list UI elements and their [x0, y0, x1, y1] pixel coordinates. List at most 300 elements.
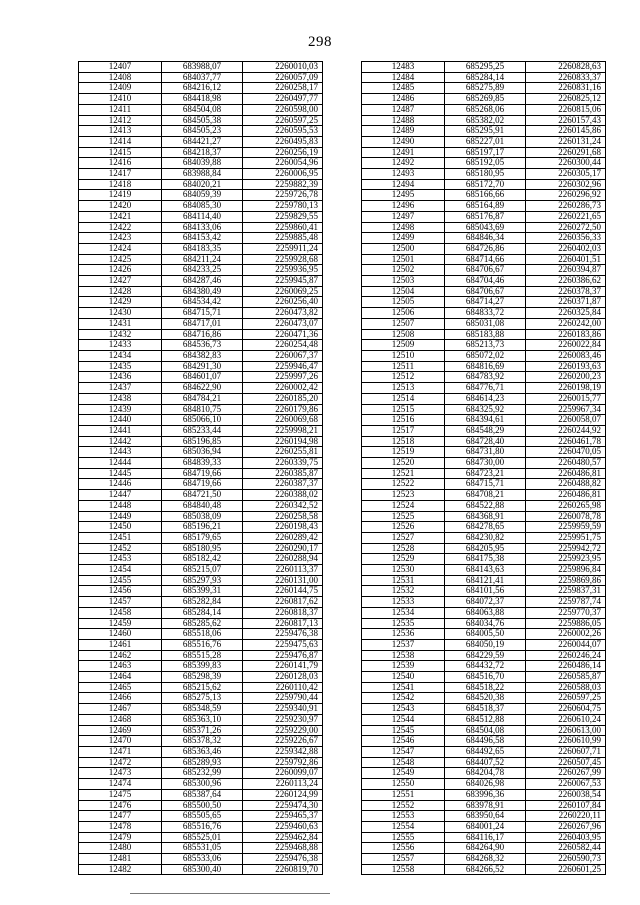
x-coordinate-cell: 684723,21: [445, 468, 526, 479]
table-row: [362, 104, 606, 115]
y-coordinate-cell: 2260265,98: [526, 500, 606, 511]
y-coordinate-cell: 2259476,38: [243, 854, 323, 865]
x-coordinate-cell: 685268,06: [445, 104, 526, 115]
y-coordinate-cell: 2259792,86: [243, 757, 323, 768]
point-number-cell: 12511: [362, 361, 445, 372]
y-coordinate-cell: 2259460,63: [243, 821, 323, 832]
point-number-cell: 12505: [362, 297, 445, 308]
y-coordinate-cell: 2260378,37: [526, 286, 606, 297]
x-coordinate-cell: 684121,41: [445, 575, 526, 586]
table-row: [79, 554, 323, 565]
table-row: [362, 789, 606, 800]
point-number-cell: 12487: [362, 104, 445, 115]
x-coordinate-cell: 684291,30: [162, 361, 243, 372]
table-row: [362, 532, 606, 543]
point-number-cell: 12530: [362, 565, 445, 576]
table-row: [362, 126, 606, 137]
point-number-cell: 12434: [79, 350, 162, 361]
point-number-cell: 12486: [362, 94, 445, 105]
point-number-cell: 12427: [79, 276, 162, 287]
y-coordinate-cell: 2259790,44: [243, 693, 323, 704]
point-number-cell: 12555: [362, 832, 445, 843]
point-number-cell: 12480: [79, 843, 162, 854]
point-number-cell: 12483: [362, 62, 445, 73]
table-row: [79, 361, 323, 372]
table-row: [362, 650, 606, 661]
y-coordinate-cell: 2260010,03: [243, 62, 323, 73]
table-row: [79, 243, 323, 254]
table-row: [79, 522, 323, 533]
y-coordinate-cell: 2260833,37: [526, 72, 606, 83]
x-coordinate-cell: 685284,14: [445, 72, 526, 83]
y-coordinate-cell: 2260246,24: [526, 650, 606, 661]
y-coordinate-cell: 2260610,24: [526, 714, 606, 725]
point-number-cell: 12547: [362, 747, 445, 758]
table-row: [79, 854, 323, 865]
table-row: [362, 62, 606, 73]
y-coordinate-cell: 2260385,87: [243, 468, 323, 479]
x-coordinate-cell: 684020,21: [162, 179, 243, 190]
table-row: [79, 500, 323, 511]
x-coordinate-cell: 685227,01: [445, 136, 526, 147]
y-coordinate-cell: 2260604,75: [526, 704, 606, 715]
point-number-cell: 12469: [79, 725, 162, 736]
y-coordinate-cell: 2260302,96: [526, 179, 606, 190]
point-number-cell: 12410: [79, 94, 162, 105]
x-coordinate-cell: 685284,14: [162, 607, 243, 618]
x-coordinate-cell: 684268,32: [445, 854, 526, 865]
y-coordinate-cell: 2260486,81: [526, 468, 606, 479]
table-row: [79, 575, 323, 586]
point-number-cell: 12451: [79, 532, 162, 543]
point-number-cell: 12454: [79, 565, 162, 576]
table-row: [79, 543, 323, 554]
table-row: [362, 372, 606, 383]
y-coordinate-cell: 2259770,37: [526, 607, 606, 618]
table-row: [79, 393, 323, 404]
x-coordinate-cell: 685282,84: [162, 597, 243, 608]
y-coordinate-cell: 2260069,68: [243, 415, 323, 426]
y-coordinate-cell: 2260588,03: [526, 682, 606, 693]
y-coordinate-cell: 2260387,37: [243, 479, 323, 490]
x-coordinate-cell: 684153,42: [162, 233, 243, 244]
y-coordinate-cell: 2260078,78: [526, 511, 606, 522]
y-coordinate-cell: 2260590,73: [526, 854, 606, 865]
table-row: [79, 811, 323, 822]
y-coordinate-cell: 2260099,07: [243, 768, 323, 779]
point-number-cell: 12433: [79, 340, 162, 351]
coordinates-table-left: [78, 61, 323, 875]
point-number-cell: 12519: [362, 447, 445, 458]
x-coordinate-cell: 684520,38: [445, 693, 526, 704]
x-coordinate-cell: 684085,30: [162, 201, 243, 212]
point-number-cell: 12429: [79, 297, 162, 308]
y-coordinate-cell: 2259882,39: [243, 179, 323, 190]
table-row: [79, 329, 323, 340]
y-coordinate-cell: 2260110,42: [243, 682, 323, 693]
point-number-cell: 12456: [79, 586, 162, 597]
y-coordinate-cell: 2260185,20: [243, 393, 323, 404]
point-number-cell: 12500: [362, 243, 445, 254]
x-coordinate-cell: 684784,21: [162, 393, 243, 404]
point-number-cell: 12518: [362, 436, 445, 447]
table-row: [79, 147, 323, 158]
y-coordinate-cell: 2260145,86: [526, 126, 606, 137]
y-coordinate-cell: 2260067,37: [243, 350, 323, 361]
y-coordinate-cell: 2259911,24: [243, 243, 323, 254]
x-coordinate-cell: 684716,86: [162, 329, 243, 340]
point-number-cell: 12438: [79, 393, 162, 404]
point-number-cell: 12548: [362, 757, 445, 768]
point-number-cell: 12491: [362, 147, 445, 158]
x-coordinate-cell: 685518,06: [162, 629, 243, 640]
x-coordinate-cell: 684287,46: [162, 276, 243, 287]
table-row: [362, 350, 606, 361]
point-number-cell: 12553: [362, 811, 445, 822]
y-coordinate-cell: 2260582,44: [526, 843, 606, 854]
x-coordinate-cell: 684719,66: [162, 468, 243, 479]
point-number-cell: 12457: [79, 597, 162, 608]
point-number-cell: 12531: [362, 575, 445, 586]
y-coordinate-cell: 2260394,87: [526, 265, 606, 276]
table-row: [79, 704, 323, 715]
x-coordinate-cell: 684063,88: [445, 607, 526, 618]
point-number-cell: 12557: [362, 854, 445, 865]
table-row: [362, 511, 606, 522]
x-coordinate-cell: 684175,38: [445, 554, 526, 565]
point-number-cell: 12450: [79, 522, 162, 533]
y-coordinate-cell: 2260183,86: [526, 329, 606, 340]
point-number-cell: 12532: [362, 586, 445, 597]
table-row: [362, 340, 606, 351]
x-coordinate-cell: 685515,28: [162, 650, 243, 661]
point-number-cell: 12436: [79, 372, 162, 383]
point-number-cell: 12516: [362, 415, 445, 426]
x-coordinate-cell: 684504,08: [445, 725, 526, 736]
y-coordinate-cell: 2260220,11: [526, 811, 606, 822]
y-coordinate-cell: 2260598,00: [243, 104, 323, 115]
x-coordinate-cell: 684731,80: [445, 447, 526, 458]
table-row: [79, 768, 323, 779]
x-coordinate-cell: 685275,89: [445, 83, 526, 94]
table-row: [79, 297, 323, 308]
point-number-cell: 12472: [79, 757, 162, 768]
y-coordinate-cell: 2259780,13: [243, 201, 323, 212]
x-coordinate-cell: 684622,90: [162, 383, 243, 394]
point-number-cell: 12508: [362, 329, 445, 340]
point-number-cell: 12551: [362, 789, 445, 800]
x-coordinate-cell: 684380,49: [162, 286, 243, 297]
point-number-cell: 12501: [362, 254, 445, 265]
x-coordinate-cell: 684839,33: [162, 458, 243, 469]
x-coordinate-cell: 684536,73: [162, 340, 243, 351]
point-number-cell: 12549: [362, 768, 445, 779]
table-row: [362, 714, 606, 725]
y-coordinate-cell: 2260258,17: [243, 83, 323, 94]
table-row: [362, 276, 606, 287]
x-coordinate-cell: 684816,69: [445, 361, 526, 372]
table-row: [79, 779, 323, 790]
x-coordinate-cell: 684518,37: [445, 704, 526, 715]
x-coordinate-cell: 684522,88: [445, 500, 526, 511]
point-number-cell: 12439: [79, 404, 162, 415]
x-coordinate-cell: 685164,89: [445, 201, 526, 212]
table-row: [362, 190, 606, 201]
point-number-cell: 12442: [79, 436, 162, 447]
point-number-cell: 12498: [362, 222, 445, 233]
y-coordinate-cell: 2260131,00: [243, 575, 323, 586]
table-row: [79, 682, 323, 693]
y-coordinate-cell: 2260291,68: [526, 147, 606, 158]
point-number-cell: 12477: [79, 811, 162, 822]
x-coordinate-cell: 684432,72: [445, 661, 526, 672]
y-coordinate-cell: 2260471,36: [243, 329, 323, 340]
table-row: [79, 479, 323, 490]
point-number-cell: 12539: [362, 661, 445, 672]
point-number-cell: 12467: [79, 704, 162, 715]
table-row: [362, 554, 606, 565]
table-row: [79, 179, 323, 190]
y-coordinate-cell: 2259967,34: [526, 404, 606, 415]
table-row: [362, 543, 606, 554]
table-row: [362, 72, 606, 83]
table-row: [79, 864, 323, 875]
x-coordinate-cell: 684205,95: [445, 543, 526, 554]
y-coordinate-cell: 2259942,72: [526, 543, 606, 554]
x-coordinate-cell: 684504,08: [162, 104, 243, 115]
table-row: [79, 286, 323, 297]
table-row: [79, 233, 323, 244]
x-coordinate-cell: 684039,88: [162, 158, 243, 169]
x-coordinate-cell: 684505,23: [162, 126, 243, 137]
y-coordinate-cell: 2260242,00: [526, 318, 606, 329]
table-row: [362, 447, 606, 458]
x-coordinate-cell: 685378,32: [162, 736, 243, 747]
coordinates-table-right: [361, 61, 606, 875]
table-row: [79, 350, 323, 361]
x-coordinate-cell: 685382,02: [445, 115, 526, 126]
point-number-cell: 12441: [79, 425, 162, 436]
point-number-cell: 12462: [79, 650, 162, 661]
y-coordinate-cell: 2259997,26: [243, 372, 323, 383]
table-row: [362, 490, 606, 501]
y-coordinate-cell: 2259928,68: [243, 254, 323, 265]
point-number-cell: 12499: [362, 233, 445, 244]
x-coordinate-cell: 683988,07: [162, 62, 243, 73]
y-coordinate-cell: 2260044,07: [526, 639, 606, 650]
table-row: [79, 714, 323, 725]
x-coordinate-cell: 685176,87: [445, 211, 526, 222]
x-coordinate-cell: 684708,21: [445, 490, 526, 501]
y-coordinate-cell: 2259476,87: [243, 650, 323, 661]
table-row: [79, 94, 323, 105]
point-number-cell: 12443: [79, 447, 162, 458]
table-row: [79, 757, 323, 768]
y-coordinate-cell: 2260825,12: [526, 94, 606, 105]
y-coordinate-cell: 2260258,58: [243, 511, 323, 522]
point-number-cell: 12463: [79, 661, 162, 672]
table-row: [362, 308, 606, 319]
table-row: [79, 276, 323, 287]
table-row: [362, 629, 606, 640]
point-number-cell: 12495: [362, 190, 445, 201]
point-number-cell: 12437: [79, 383, 162, 394]
point-number-cell: 12542: [362, 693, 445, 704]
table-row: [362, 297, 606, 308]
table-row: [79, 436, 323, 447]
point-number-cell: 12540: [362, 672, 445, 683]
x-coordinate-cell: 685215,62: [162, 682, 243, 693]
table-row: [362, 233, 606, 244]
x-coordinate-cell: 684133,06: [162, 222, 243, 233]
point-number-cell: 12490: [362, 136, 445, 147]
x-coordinate-cell: 685215,07: [162, 565, 243, 576]
x-coordinate-cell: 684026,98: [445, 779, 526, 790]
table-row: [79, 532, 323, 543]
table-row: [362, 404, 606, 415]
table-row: [79, 126, 323, 137]
x-coordinate-cell: 684840,48: [162, 500, 243, 511]
x-coordinate-cell: 685180,95: [162, 543, 243, 554]
x-coordinate-cell: 684230,82: [445, 532, 526, 543]
point-number-cell: 12473: [79, 768, 162, 779]
x-coordinate-cell: 684394,61: [445, 415, 526, 426]
y-coordinate-cell: 2260267,96: [526, 821, 606, 832]
y-coordinate-cell: 2260255,81: [243, 447, 323, 458]
point-number-cell: 12556: [362, 843, 445, 854]
y-coordinate-cell: 2260815,06: [526, 104, 606, 115]
x-coordinate-cell: 685166,66: [445, 190, 526, 201]
x-coordinate-cell: 685196,85: [162, 436, 243, 447]
y-coordinate-cell: 2259869,86: [526, 575, 606, 586]
point-number-cell: 12468: [79, 714, 162, 725]
y-coordinate-cell: 2260817,62: [243, 597, 323, 608]
table-row: [79, 725, 323, 736]
table-row: [79, 458, 323, 469]
point-number-cell: 12528: [362, 543, 445, 554]
y-coordinate-cell: 2260198,43: [243, 522, 323, 533]
point-number-cell: 12422: [79, 222, 162, 233]
table-row: [79, 383, 323, 394]
y-coordinate-cell: 2260403,95: [526, 832, 606, 843]
y-coordinate-cell: 2260131,24: [526, 136, 606, 147]
y-coordinate-cell: 2260325,84: [526, 308, 606, 319]
table-row: [362, 768, 606, 779]
x-coordinate-cell: 685172,70: [445, 179, 526, 190]
x-coordinate-cell: 685387,64: [162, 789, 243, 800]
y-coordinate-cell: 2260486,14: [526, 661, 606, 672]
table-row: [362, 854, 606, 865]
point-number-cell: 12478: [79, 821, 162, 832]
table-row: [79, 832, 323, 843]
table-row: [79, 650, 323, 661]
table-row: [79, 136, 323, 147]
table-row: [362, 618, 606, 629]
table-row: [362, 779, 606, 790]
table-row: [79, 565, 323, 576]
table-row: [362, 383, 606, 394]
point-number-cell: 12455: [79, 575, 162, 586]
x-coordinate-cell: 684072,37: [445, 597, 526, 608]
table-row: [362, 436, 606, 447]
x-coordinate-cell: 685182,42: [162, 554, 243, 565]
table-row: [362, 158, 606, 169]
table-row: [362, 265, 606, 276]
point-number-cell: 12493: [362, 169, 445, 180]
y-coordinate-cell: 2260818,37: [243, 607, 323, 618]
point-number-cell: 12407: [79, 62, 162, 73]
table-row: [79, 821, 323, 832]
y-coordinate-cell: 2260244,92: [526, 425, 606, 436]
y-coordinate-cell: 2259837,31: [526, 586, 606, 597]
y-coordinate-cell: 2260388,02: [243, 490, 323, 501]
x-coordinate-cell: 684264,90: [445, 843, 526, 854]
point-number-cell: 12526: [362, 522, 445, 533]
point-number-cell: 12507: [362, 318, 445, 329]
x-coordinate-cell: 685180,95: [445, 169, 526, 180]
y-coordinate-cell: 2260272,50: [526, 222, 606, 233]
table-row: [362, 286, 606, 297]
y-coordinate-cell: 2260038,54: [526, 789, 606, 800]
point-number-cell: 12409: [79, 83, 162, 94]
point-number-cell: 12492: [362, 158, 445, 169]
y-coordinate-cell: 2260402,03: [526, 243, 606, 254]
table-row: [79, 843, 323, 854]
point-number-cell: 12534: [362, 607, 445, 618]
y-coordinate-cell: 2260022,84: [526, 340, 606, 351]
point-number-cell: 12522: [362, 479, 445, 490]
y-coordinate-cell: 2260128,03: [243, 672, 323, 683]
point-number-cell: 12485: [362, 83, 445, 94]
x-coordinate-cell: 685038,09: [162, 511, 243, 522]
y-coordinate-cell: 2259342,88: [243, 747, 323, 758]
x-coordinate-cell: 685533,06: [162, 854, 243, 865]
x-coordinate-cell: 684114,40: [162, 211, 243, 222]
x-coordinate-cell: 684534,42: [162, 297, 243, 308]
x-coordinate-cell: 685275,13: [162, 693, 243, 704]
point-number-cell: 12525: [362, 511, 445, 522]
table-row: [79, 639, 323, 650]
table-row: [362, 201, 606, 212]
y-coordinate-cell: 2260124,99: [243, 789, 323, 800]
y-coordinate-cell: 2260339,75: [243, 458, 323, 469]
y-coordinate-cell: 2260144,75: [243, 586, 323, 597]
point-number-cell: 12496: [362, 201, 445, 212]
point-number-cell: 12465: [79, 682, 162, 693]
y-coordinate-cell: 2260083,46: [526, 350, 606, 361]
table-row: [79, 265, 323, 276]
point-number-cell: 12419: [79, 190, 162, 201]
y-coordinate-cell: 2259946,47: [243, 361, 323, 372]
y-coordinate-cell: 2259468,88: [243, 843, 323, 854]
y-coordinate-cell: 2260113,37: [243, 565, 323, 576]
x-coordinate-cell: 684714,27: [445, 297, 526, 308]
x-coordinate-cell: 685516,76: [162, 821, 243, 832]
y-coordinate-cell: 2260002,42: [243, 383, 323, 394]
point-number-cell: 12435: [79, 361, 162, 372]
x-coordinate-cell: 684776,71: [445, 383, 526, 394]
x-coordinate-cell: 685500,50: [162, 800, 243, 811]
table-row: [79, 511, 323, 522]
table-row: [79, 158, 323, 169]
x-coordinate-cell: 685505,65: [162, 811, 243, 822]
y-coordinate-cell: 2260054,96: [243, 158, 323, 169]
x-coordinate-cell: 684229,59: [445, 650, 526, 661]
point-number-cell: 12440: [79, 415, 162, 426]
y-coordinate-cell: 2259896,84: [526, 565, 606, 576]
point-number-cell: 12538: [362, 650, 445, 661]
x-coordinate-cell: 685036,94: [162, 447, 243, 458]
